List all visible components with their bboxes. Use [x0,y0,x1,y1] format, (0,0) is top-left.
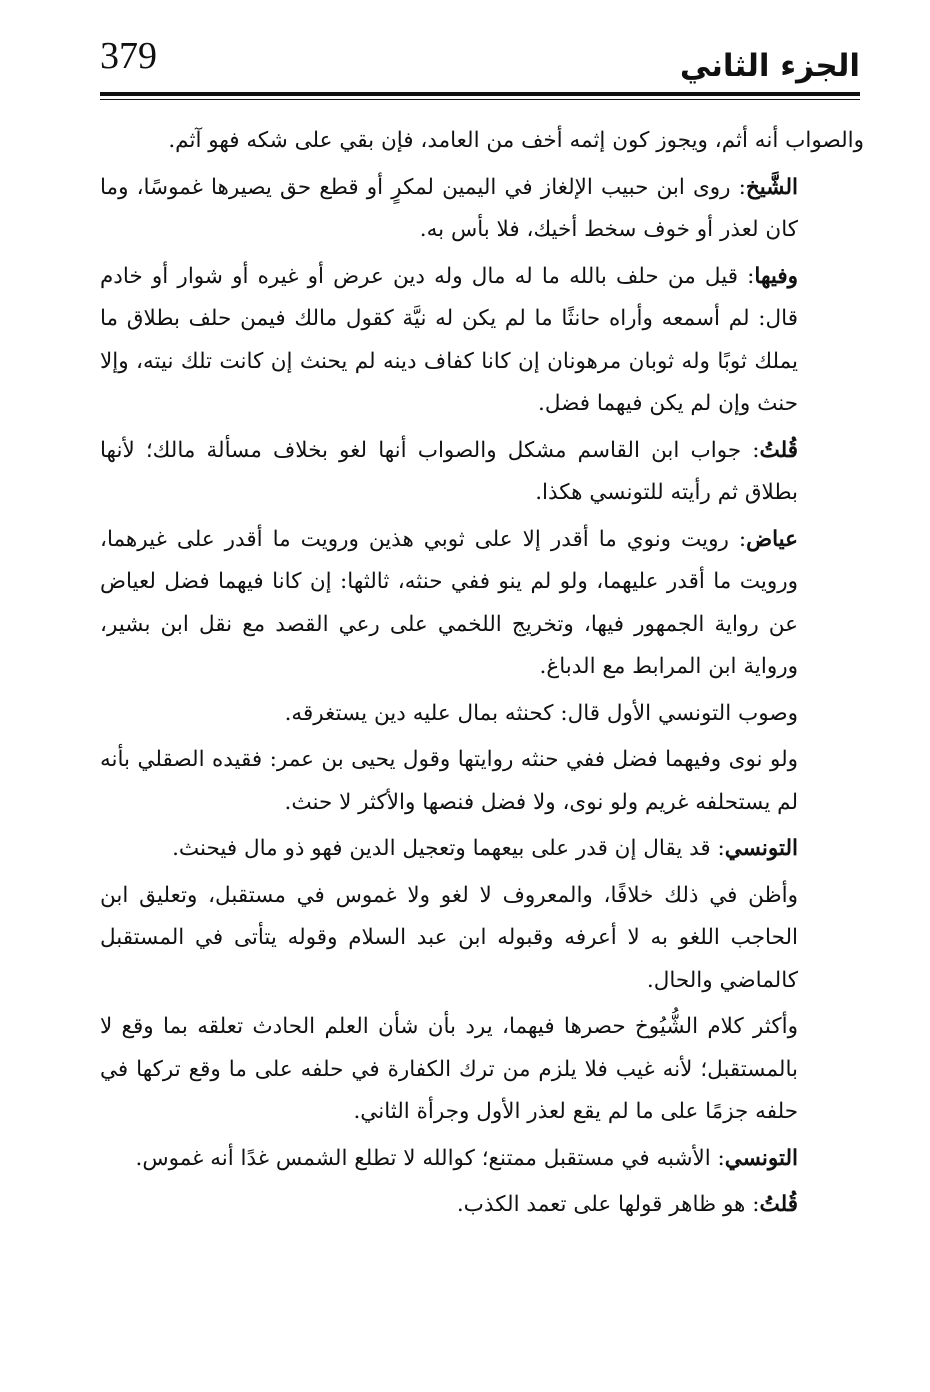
paragraph-lead: الشَّيخ [745,174,798,200]
paragraph-text: : جواب ابن القاسم مشكل والصواب أنها لغو بخلاف مسألة مالك؛ لأنها بطلاق ثم رأيته للتونسي هكذا. [100,437,798,505]
page-number: 379 [100,35,157,77]
paragraph-lead: قُلتُ [759,437,798,463]
paragraph-lead: قُلتُ [759,1192,798,1217]
page-body [100,120,864,1231]
header-rule-thin [100,99,860,100]
paragraph-lead: عياض [746,526,798,552]
paragraph-lead: التونسي [724,1145,798,1171]
paragraph-text: : رويت ونوي ما أقدر إلا على ثوبي هذين ورويت ما أقدر على غيرهما، ورويت ما أقدر عليهما، ولو لم ينو ففي حنثه، ثالثها: إن كانا فيهما فضل لعياض عن رواية الجمهور فيها، وتخريج اللخمي على رعي القصد مع نقل ابن بشير، ورواية ابن المرابط مع الدباغ. [100,526,798,679]
paragraph-lead: التونسي [724,836,798,861]
paragraph-10 [100,1006,864,1134]
paragraph-text: : هو ظاهر قولها على تعمد الكذب. [456,1192,760,1217]
paragraph-6 [100,693,864,736]
paragraph-11 [100,1138,864,1181]
paragraph-8 [100,828,864,871]
paragraph-text: وأكثر كلام الشُّيُوخ حصرها فيهما، يرد بأن شأن العلم الحادث تعلقه بما وقع لا بالمستقبل؛ لأنه غيب فلا يلزم من ترك الكفارة في حلفه على ما وقع تركها في حلفه جزمًا على ما لم يقع لعذر الأول وجرأة الثاني. [100,1014,798,1124]
paragraph-lead: وفيها [754,263,798,289]
paragraph-text: والصواب أنه أثم، ويجوز كون إثمه أخف من العامد، فإن بقي على شكه فهو آثم. [168,128,864,153]
paragraph-12 [100,1184,864,1227]
header-rule-thick [100,92,860,96]
paragraph-2 [100,167,864,252]
paragraph-9 [100,875,864,1003]
paragraph-text: : الأشبه في مستقبل ممتنع؛ كوالله لا تطلع الشمس غدًا أنه غموس. [135,1145,725,1171]
paragraph-text: وأظن في ذلك خلافًا، والمعروف لا لغو ولا غموس في مستقبل، وتعليق ابن الحاجب اللغو به لا أعرفه وقبوله ابن عبد السلام وقوله يتأتى في المستقبل كالماضي والحال. [100,882,798,993]
paragraph-3 [100,256,864,426]
paragraph-text: : قد يقال إن قدر على بيعهما وتعجيل الدين فهو ذو مال فيحنث. [172,836,725,861]
running-title: الجزء الثاني [679,48,860,84]
paragraph-text: وصوب التونسي الأول قال: كحنثه بمال عليه دين يستغرقه. [284,700,798,726]
paragraph-7 [100,739,864,824]
paragraph-5 [100,519,864,689]
paragraph-text: : قيل من حلف بالله ما له مال وله دين عرض أو غيره أو شوار أو خادم قال: لم أسمعه وأراه حانثًا ما لم يكن له نيَّة كقول مالك فيمن حلف بطلاق ما يملك ثوبًا وله ثوبان مرهونان إن كانا كفاف دينه لم يحنث إن كانت تلك نيته، وإلا حنث وإن لم يكن فيهما فضل. [100,263,798,416]
paragraph-4 [100,430,864,515]
paragraph-text: : روى ابن حبيب الإلغاز في اليمين لمكرٍ أو قطع حق يصيرها غموسًا، وما كان لعذر أو خوف سخط أخيك، فلا بأس به. [100,174,798,242]
paragraph-1 [100,120,864,163]
paragraph-text: ولو نوى وفيهما فضل ففي حنثه روايتها وقول يحيى بن عمر: فقيده الصقلي بأنه لم يستحلفه غريم ولو نوى، ولا فضل فنصها والأكثر لا حنث. [100,747,798,815]
